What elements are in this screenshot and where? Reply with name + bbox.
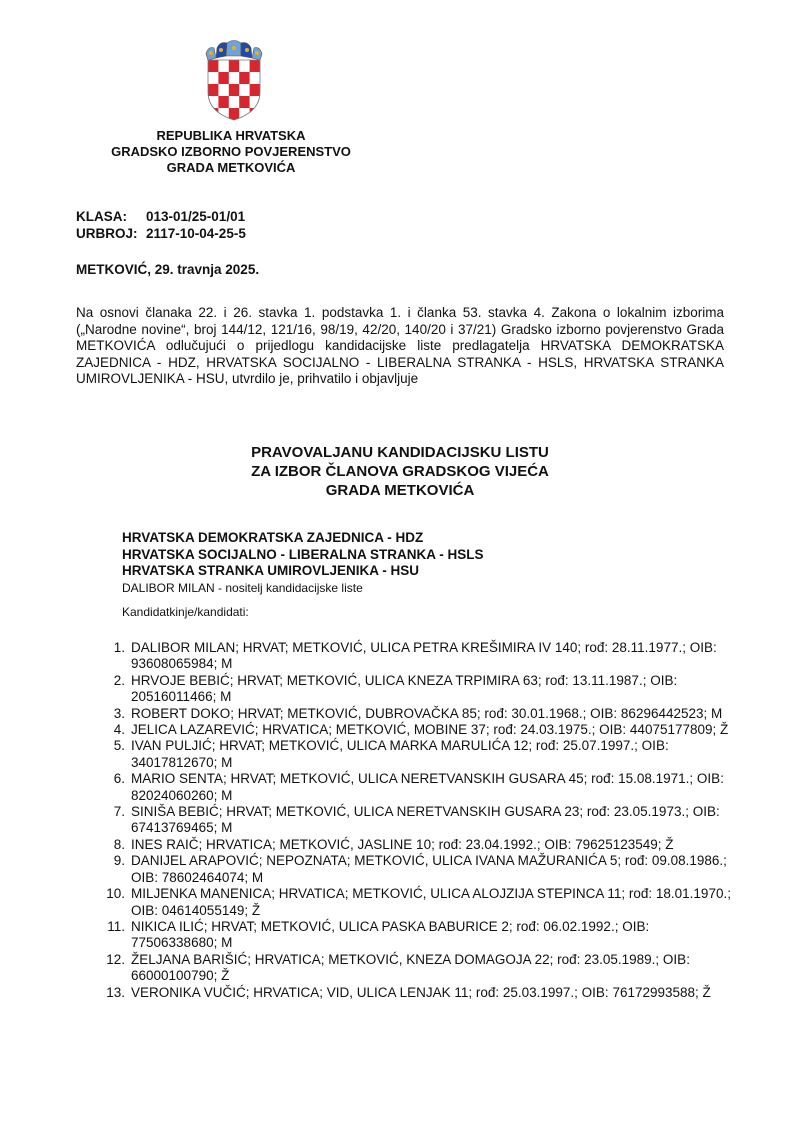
party-block [122, 530, 484, 596]
header-line-2: GRADSKO IZBORNO POVJERENSTVO [111, 144, 351, 159]
item-text: VERONIKA VUČIĆ; HRVATICA; VID, ULICA LENJAK 11; rođ: 25.03.1997.; OIB: 76172993588; Ž [131, 984, 711, 1000]
item-text: DALIBOR MILAN; HRVAT; METKOVIĆ, ULICA PETRA KREŠIMIRA IV 140; rođ: 28.11.1977.; OIB: 93608065984; M [131, 640, 717, 672]
item-number: 3. [113, 705, 125, 721]
item-text: INES RAIČ; HRVATICA; METKOVIĆ, JASLINE 10; rođ: 23.04.1992.; OIB: 79625123549; Ž [131, 836, 674, 852]
list-item [96, 837, 736, 853]
title-line-2: ZA IZBOR ČLANOVA GRADSKOG VIJEĆA [251, 463, 549, 480]
party-1: HRVATSKA DEMOKRATSKA ZAJEDNICA - HDZ [122, 530, 424, 545]
item-text: NIKICA ILIĆ; HRVAT; METKOVIĆ, ULICA PASKA BABURICE 2; rođ: 06.02.1992.; OIB: 77506338680; M [131, 918, 650, 951]
item-number: 6. [113, 771, 125, 787]
urbroj-value: 2117-10-04-25-5 [146, 226, 246, 241]
klasa-label: KLASA: [76, 209, 127, 224]
urbroj-row [76, 225, 246, 242]
item-text: ROBERT DOKO; HRVAT; METKOVIĆ, DUBROVAČKA 85; rođ: 30.01.1968.; OIB: 86296442523; M [131, 705, 723, 721]
header-line-1: REPUBLIKA HRVATSKA [156, 128, 306, 143]
party-3: HRVATSKA STRANKA UMIROVLJENIKA - HSU [122, 563, 420, 578]
coat-of-arms-icon [200, 40, 268, 122]
item-number: 13. [106, 984, 125, 1000]
list-item [96, 640, 736, 673]
urbroj-label: URBROJ: [76, 226, 138, 241]
list-item [96, 919, 736, 952]
party-2: HRVATSKA SOCIJALNO - LIBERALNA STRANKA - HSLS [122, 546, 484, 562]
list-item [96, 771, 736, 804]
list-item [96, 886, 736, 919]
title-line-3: GRADA METKOVIĆA [325, 482, 475, 499]
candidate-list [96, 640, 736, 1001]
item-text: HRVOJE BEBIĆ; HRVAT; METKOVIĆ, ULICA KNEZA TRPIMIRA 63; rođ: 13.11.1987.; OIB: 20516011466; M [131, 672, 678, 705]
list-item [96, 673, 736, 706]
list-item [96, 804, 736, 837]
item-number: 8. [113, 836, 125, 852]
item-number: 7. [113, 804, 125, 820]
item-text: MARIO SENTA; HRVAT; METKOVIĆ, ULICA NERETVANSKIH GUSARA 45; rođ: 15.08.1971.; OIB: 82024060260; M [131, 771, 724, 803]
list-item [96, 853, 736, 886]
list-item [96, 952, 736, 985]
item-text: SINIŠA BEBIĆ; HRVAT; METKOVIĆ, ULICA NERETVANSKIH GUSARA 23; rođ: 23.05.1973.; OIB: 67413769465; M [131, 804, 720, 836]
item-text: JELICA LAZAREVIĆ; HRVATICA; METKOVIĆ, MOBINE 37; rođ: 24.03.1975.; OIB: 44075177809; Ž [131, 722, 729, 738]
item-number: 12. [106, 951, 125, 967]
list-item [96, 706, 736, 722]
item-number: 2. [113, 672, 125, 688]
place-date: METKOVIĆ, 29. travnja 2025. [76, 262, 260, 277]
klasa-value: 013-01/25-01/01 [146, 209, 246, 224]
list-item [96, 738, 736, 771]
item-number: 1. [113, 640, 125, 655]
item-number: 10. [106, 886, 125, 902]
list-item [96, 722, 736, 738]
item-text: DANIJEL ARAPOVIĆ; NEPOZNATA; METKOVIĆ, ULICA IVANA MAŽURANIĆA 5; rođ: 09.08.1986.; OIB: 78602464074; M [131, 853, 727, 885]
klasa-row [76, 208, 246, 225]
reference-block [76, 208, 246, 242]
crown [206, 41, 262, 61]
item-number: 4. [113, 722, 125, 738]
item-number: 5. [113, 738, 125, 754]
intro-paragraph: Na osnovi članaka 22. i 26. stavka 1. podstavka 1. i članka 53. stavka 4. Zakona o lokalnim izborima („Narodne novine“, broj 144/12, 121/16, 98/19, 42/20, 140/20 i 37/21) Gradsko izborno povjerenstvo Grada METKOVIĆA odlučujući o prijedlogu kandidacijske liste predlagatelja HRVATSKA DEMOKRATSKA ZAJEDNICA - HDZ, HRVATSKA SOCIJALNO - LIBERALNA STRANKA - HSLS, HRVATSKA STRANKA UMIROVLJENIKA - HSU, utvrdilo je, prihvatilo i objavljuje [76, 305, 724, 386]
checkerboard-shield [208, 60, 260, 122]
item-text: ŽELJANA BARIŠIĆ; HRVATICA; METKOVIĆ, KNEZA DOMAGOJA 22; rođ: 23.05.1989.; OIB: 66000100790; Ž [131, 951, 690, 984]
document-title [76, 443, 724, 500]
candidates-label: Kandidatkinje/kandidati: [122, 605, 249, 619]
item-number: 11. [107, 918, 125, 934]
list-holder: DALIBOR MILAN - nositelj kandidacijske liste [122, 580, 363, 595]
item-text: IVAN PULJIĆ; HRVAT; METKOVIĆ, ULICA MARKA MARULIĆA 12; rođ: 25.07.1997.; OIB: 34017812670; M [131, 738, 669, 770]
issuer-header [76, 128, 386, 176]
title-line-1: PRAVOVALJANU KANDIDACIJSKU LISTU [251, 444, 549, 461]
item-number: 9. [113, 853, 125, 869]
list-item [96, 985, 736, 1001]
header-line-3: GRADA METKOVIĆA [166, 160, 296, 175]
item-text: MILJENKA MANENICA; HRVATICA; METKOVIĆ, ULICA ALOJZIJA STEPINCA 11; rođ: 18.01.1970.; OIB: 04614055149; Ž [131, 886, 731, 918]
